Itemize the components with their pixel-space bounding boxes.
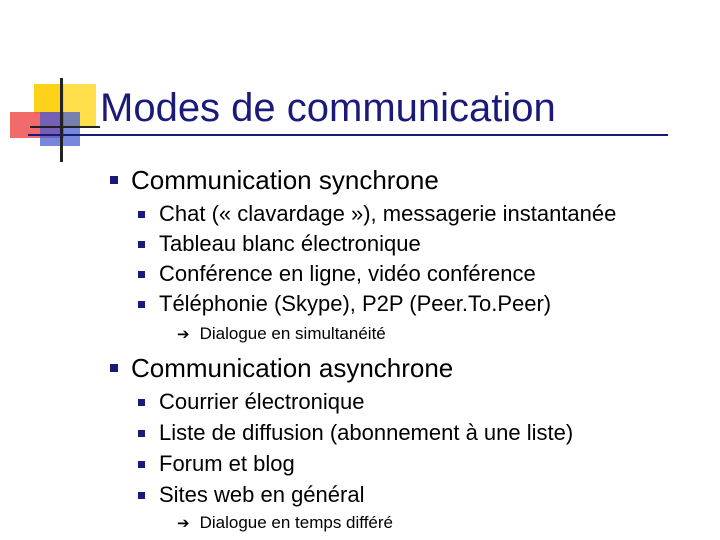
- list-item: Chat (« clavardage »), messagerie instantanée: [138, 199, 616, 229]
- list-item: Forum et blog: [138, 449, 295, 479]
- list-item: Liste de diffusion (abonnement à une liste): [138, 418, 573, 448]
- right-arrow-icon: ➔: [177, 514, 190, 532]
- slide-title: Modes de communication: [100, 86, 556, 130]
- list-item: Sites web en général: [138, 480, 364, 510]
- square-bullet-icon: [138, 430, 145, 437]
- square-bullet-icon: [110, 364, 118, 372]
- list-item: Courrier électronique: [138, 387, 364, 417]
- square-bullet-icon: [138, 461, 145, 468]
- decorative-logo: [0, 0, 100, 170]
- right-arrow-icon: ➔: [177, 325, 190, 343]
- section-heading-asynchrone: Communication asynchrone: [110, 351, 453, 385]
- square-bullet-icon: [138, 301, 145, 308]
- section-heading-synchrone: Communication synchrone: [110, 163, 439, 197]
- square-bullet-icon: [138, 211, 145, 218]
- square-bullet-icon: [138, 399, 145, 406]
- list-item: Téléphonie (Skype), P2P (Peer.To.Peer): [138, 289, 551, 319]
- square-bullet-icon: [138, 492, 145, 499]
- note-asynchrone: ➔ Dialogue en temps différé: [177, 513, 393, 532]
- square-bullet-icon: [110, 176, 118, 184]
- square-bullet-icon: [138, 271, 145, 278]
- list-item: Tableau blanc électronique: [138, 229, 421, 259]
- note-synchrone: ➔ Dialogue en simultanéité: [177, 324, 386, 343]
- square-bullet-icon: [138, 241, 145, 248]
- title-underline: [28, 134, 668, 136]
- list-item: Conférence en ligne, vidéo conférence: [138, 259, 536, 289]
